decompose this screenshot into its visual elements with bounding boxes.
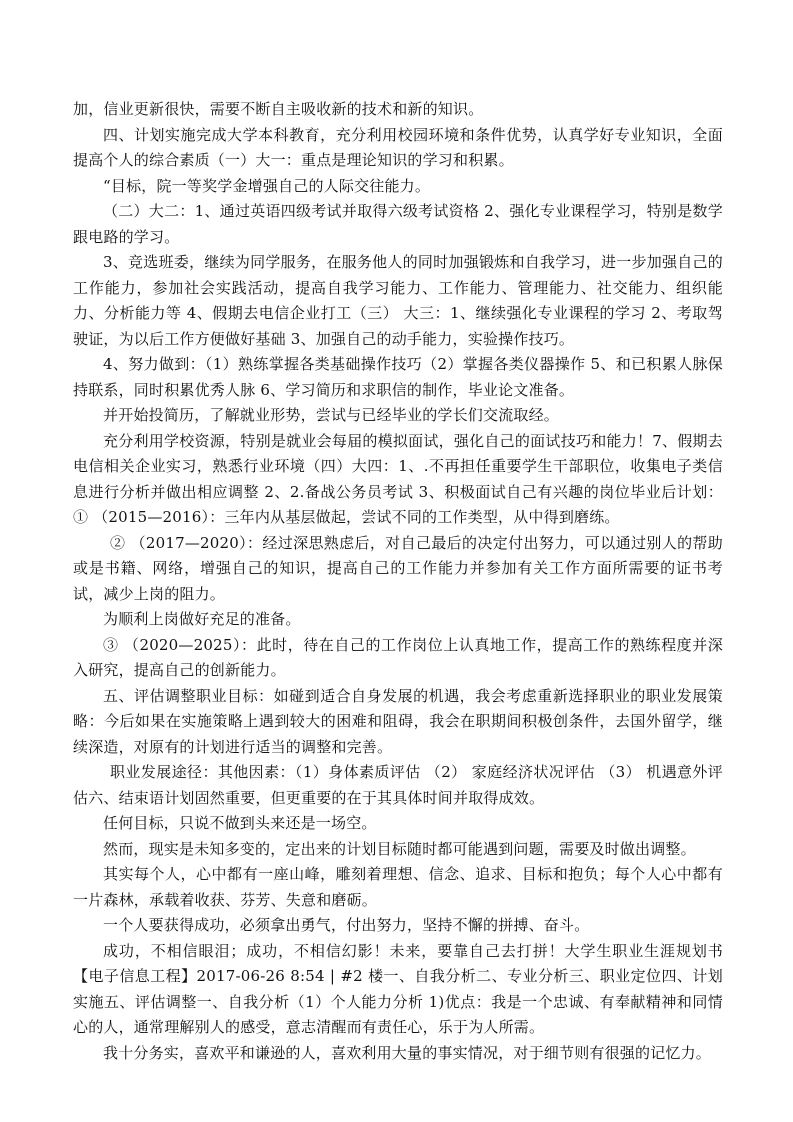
paragraph: 为顺利上岗做好充足的准备。 [103, 610, 301, 628]
paragraph: 4、努力做到：（1）熟练掌握各类基础操作技巧（2）掌握各类仪器操作 5、和已积累人脉保持联系，同时积累优秀人脉 6、学习简历和求职信的制作，毕业论文准备。 [73, 355, 723, 399]
paragraph: 充分利用学校资源，特别是就业会每届的模拟面试，强化自己的面试技巧和能力！7、假期去电信相关企业实习，熟悉行业环境（四）大四：1、.不再担任重要学生干部职位，收集电子类信息进行分析并做出相应调整 2、2.备战公务员考试 3、积极面试自己有兴趣的岗位毕业后计划：① （2015—2016）：三年内从基层做起，尝试不同的工作类型，从中得到磨练。 [73, 431, 723, 526]
paragraph: ② （2017—2020）：经过深思熟虑后，对自己最后的决定付出努力，可以通过别人的帮助或是书籍、网络，增强自己的知识，提高自己的工作能力并参加有关工作方面所需要的证书考试，减少上岗的阻力。 [73, 533, 723, 603]
paragraph: 四、计划实施完成大学本科教育，充分利用校园环境和条件优势，认真学好专业知识，全面提高个人的综合素质（一）大一：重点是理论知识的学习和积累。 [73, 125, 723, 169]
paragraph: 成功，不相信眼泪；成功，不相信幻影！未来，要靠自己去打拼！大学生职业生涯规划书【电子信息工程】2017-06-26 8:54 | #2 楼一、自我分析二、专业分析三、职业定位四、计划实施五、评估调整一、自我分析（1）个人能力分析 1)优点：我是一个忠诚、有奉献精神和同情心的人，通常理解别人的感受，意志清醒而有责任心，乐于为人所需。 [73, 941, 723, 1036]
document-body [73, 97, 723, 1066]
paragraph: ③ （2020—2025）：此时，待在自己的工作岗位上认真地工作，提高工作的熟练程度并深入研究，提高自己的创新能力。 [73, 635, 723, 679]
paragraph: （二）大二：1、通过英语四级考试并取得六级考试资格 2、强化专业课程学习，特别是数学跟电路的学习。 [73, 202, 723, 246]
paragraph: 加，信业更新很快，需要不断自主吸收新的技术和新的知识。 [73, 100, 484, 118]
paragraph: 并开始投简历，了解就业形势，尝试与已经毕业的学长们交流取经。 [103, 406, 560, 424]
paragraph: 其实每个人，心中都有一座山峰，雕刻着理想、信念、追求、目标和抱负；每个人心中都有一片森林，承载着收获、芬芳、失意和磨砺。 [73, 865, 723, 909]
paragraph: 然而，现实是未知多变的，定出来的计划目标随时都可能遇到问题，需要及时做出调整。 [103, 839, 696, 858]
paragraph: 我十分务实，喜欢平和谦逊的人，喜欢利用大量的事实情况，对于细节则有很强的记忆力。 [103, 1043, 712, 1062]
paragraph: 五、评估调整职业目标：如碰到适合自身发展的机遇，我会考虑重新选择职业的职业发展策略：今后如果在实施策略上遇到较大的困难和阻碍，我会在职期间积极创条件，去国外留学，继续深造，对原有的计划进行适当的调整和完善。 [73, 686, 723, 756]
paragraph: 职业发展途径：其他因素：（1）身体素质评估 （2） 家庭经济状况评估 （3） 机遇意外评估六、结束语计划固然重要，但更重要的在于其具体时间并取得成效。 [73, 763, 723, 807]
paragraph: 3、竞选班委，继续为同学服务，在服务他人的同时加强锻炼和自我学习，进一步加强自己的工作能力，参加社会实践活动，提高自我学习能力、工作能力、管理能力、社交能力、组织能力、分析能力等 4、假期去电信企业打工（三） 大三：1、继续强化专业课程的学习 2、考取驾驶证，为以后工作方便做好基础 3、加强自己的动手能力，实验操作技巧。 [73, 253, 723, 348]
paragraph: “目标，院一等奖学金增强自己的人际交往能力。 [103, 176, 431, 195]
paragraph: 任何目标，只说不做到头来还是一场空。 [103, 814, 377, 832]
paragraph: 一个人要获得成功，必须拿出勇气，付出努力，坚持不懈的拼搏、奋斗。 [103, 916, 590, 934]
